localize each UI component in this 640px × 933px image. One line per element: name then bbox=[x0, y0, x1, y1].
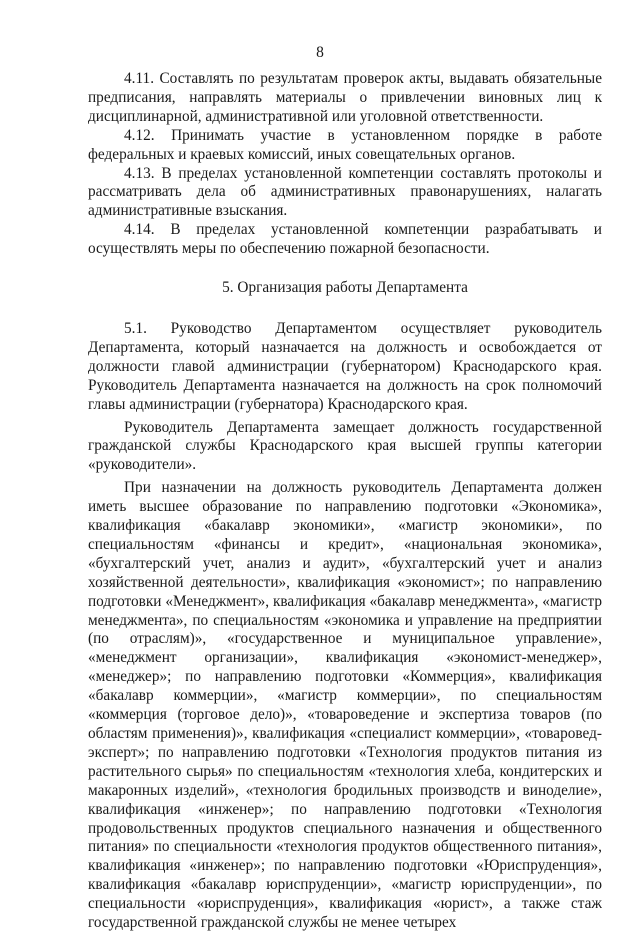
section-heading: 5. Организация работы Департамента bbox=[222, 279, 468, 297]
paragraph-position-category: Руководитель Департамента замещает должность государственной гражданской службы Краснодарского края высшей группы категории «руководители». bbox=[88, 418, 602, 474]
paragraph-4-12: 4.12. Принимать участие в установленном порядке в работе федеральных и краевых комиссий, иных совещательных органов. bbox=[88, 126, 602, 163]
paragraph-4-14: 4.14. В пределах установленной компетенции разрабатывать и осуществлять меры по обеспечению пожарной безопасности. bbox=[88, 221, 602, 258]
page-number: 8 bbox=[316, 44, 324, 61]
document-body bbox=[88, 70, 602, 933]
paragraph-5-1: 5.1. Руководство Департаментом осуществляет руководитель Департамента, который назначается на должность и освобождается от должности главой администрации (губернатором) Краснодарского края. Руководитель Департамента назначается на должность на срок полномочий главы администрации (губернатора) Краснодарского края. bbox=[88, 319, 602, 413]
paragraph-appointment-requirements: При назначении на должность руководитель Департамента должен иметь высшее образование по направлению подготовки «Экономика», квалификация «бакалавр экономики», «магистр экономики», по специальностям «финансы и кредит», «национальная экономика», «бухгалтерский учет, анализ и аудит», «бухгалтерский учет и анализ хозяйственной деятельности», квалификация «экономист»; по направлению подготовки «Менеджмент», квалификация «бакалавр менеджмента», «магистр менеджмента», по специальностям «экономика и управление на предприятии (по отраслям)», «государственное и муниципальное управление», «менеджмент организации», квалификация «экономист-менеджер», «менеджер»; по направлению подготовки «Коммерция», квалификация «бакалавр коммерции», «магистр коммерции», по специальностям «коммерция (торговое дело)», «товароведение и экспертиза товаров (по областям применения)», квалификация «специалист коммерции», «товаровед-эксперт»; по направлению подготовки «Технология продуктов питания из растительного сырья» по специальностям «технология хлеба, кондитерских и макаронных изделий», «технология бродильных производств и виноделие», квалификация «инженер»; по направлению подготовки «Технология продовольственных продуктов специального назначения и общественного питания» по специальности «технология продуктов общественного питания», квалификация «инженер»; по направлению подготовки «Юриспруденция», квалификация «бакалавр юриспруденции», «магистр юриспруденции», по специальности «юриспруденция», квалификация «юрист», а также стаж государственной гражданской службы не менее четырех bbox=[88, 479, 602, 932]
paragraph-4-11: 4.11. Составлять по результатам проверок акты, выдавать обязательные предписания, направлять материалы о привлечении виновных лиц к дисциплинарной, административной или уголовной ответственности. bbox=[88, 70, 602, 125]
paragraph-4-13: 4.13. В пределах установленной компетенции составлять протоколы и рассматривать дела об административных правонарушениях, налагать административные взыскания. bbox=[88, 164, 602, 220]
